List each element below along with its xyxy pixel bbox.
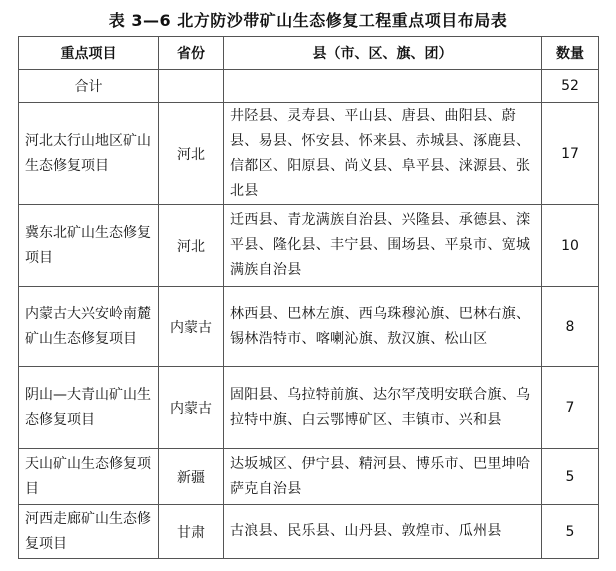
total-count: 52 xyxy=(542,70,599,103)
province: 新疆 xyxy=(159,449,224,505)
total-province-empty xyxy=(159,70,224,103)
table-row xyxy=(19,287,599,367)
county-list: 井陉县、灵寿县、平山县、唐县、曲阳县、蔚县、易县、怀安县、怀来县、赤城县、涿鹿县、信都区、阳原县、尚义县、阜平县、涞源县、张北县 xyxy=(224,103,542,205)
project-name: 河北太行山地区矿山生态修复项目 xyxy=(19,103,159,205)
project-name: 内蒙古大兴安岭南麓矿山生态修复项目 xyxy=(19,287,159,367)
project-name: 河西走廊矿山生态修复项目 xyxy=(19,505,159,559)
province: 内蒙古 xyxy=(159,367,224,449)
project-count: 5 xyxy=(542,505,599,559)
header-project: 重点项目 xyxy=(19,37,159,70)
header-count: 数量 xyxy=(542,37,599,70)
project-count: 5 xyxy=(542,449,599,505)
project-count: 8 xyxy=(542,287,599,367)
header-province: 省份 xyxy=(159,37,224,70)
table-title: 表 3—6 北方防沙带矿山生态修复工程重点项目布局表 xyxy=(108,11,508,30)
project-count: 17 xyxy=(542,103,599,205)
province: 河北 xyxy=(159,205,224,287)
total-counties-empty xyxy=(224,70,542,103)
county-list: 固阳县、乌拉特前旗、达尔罕茂明安联合旗、乌拉特中旗、白云鄂博矿区、丰镇市、兴和县 xyxy=(224,367,542,449)
project-name: 阴山—大青山矿山生态修复项目 xyxy=(19,367,159,449)
county-list: 古浪县、民乐县、山丹县、敦煌市、瓜州县 xyxy=(224,505,542,559)
project-layout-table xyxy=(18,36,599,559)
project-name: 冀东北矿山生态修复项目 xyxy=(19,205,159,287)
county-list: 迁西县、青龙满族自治县、兴隆县、承德县、滦平县、隆化县、丰宁县、围场县、平泉市、宽城满族自治县 xyxy=(224,205,542,287)
header-row xyxy=(19,37,599,70)
project-count: 7 xyxy=(542,367,599,449)
table-row xyxy=(19,367,599,449)
table-row xyxy=(19,103,599,205)
county-list: 达坂城区、伊宁县、精河县、博乐市、巴里坤哈萨克自治县 xyxy=(224,449,542,505)
province: 甘肃 xyxy=(159,505,224,559)
total-row xyxy=(19,70,599,103)
project-count: 10 xyxy=(542,205,599,287)
project-name: 天山矿山生态修复项目 xyxy=(19,449,159,505)
province: 河北 xyxy=(159,103,224,205)
table-row xyxy=(19,205,599,287)
province: 内蒙古 xyxy=(159,287,224,367)
table-row xyxy=(19,505,599,559)
total-label: 合计 xyxy=(19,70,159,103)
county-list: 林西县、巴林左旗、西乌珠穆沁旗、巴林右旗、锡林浩特市、喀喇沁旗、敖汉旗、松山区 xyxy=(224,287,542,367)
header-counties: 县（市、区、旗、团） xyxy=(224,37,542,70)
table-row xyxy=(19,449,599,505)
